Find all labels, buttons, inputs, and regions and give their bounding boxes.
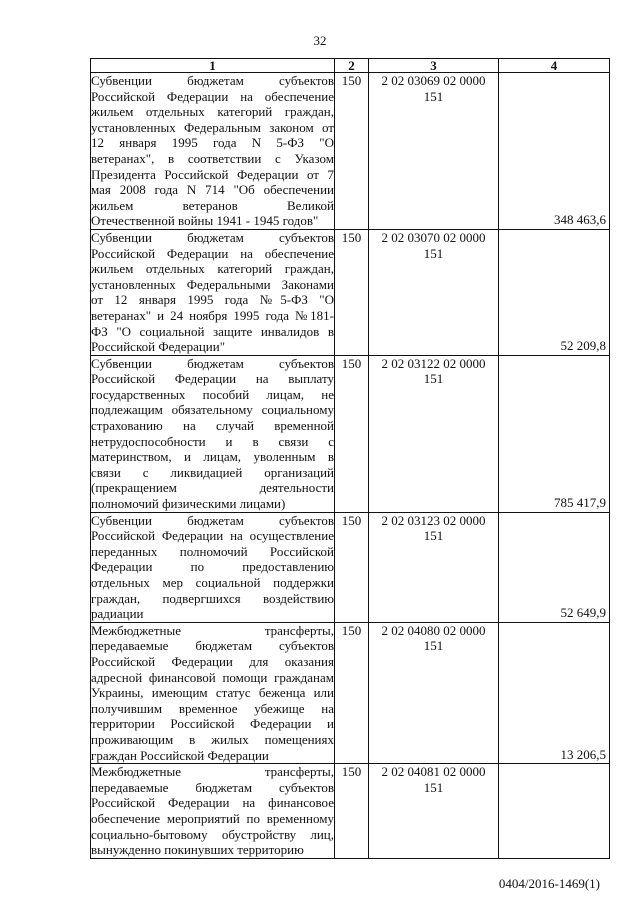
description-line: Отечественной войны 1941 - 1945 годов" — [91, 213, 319, 229]
description-line: Российской Федерации для оказания — [91, 653, 334, 669]
description-line: социально-бытовому обустройству лиц, — [91, 826, 334, 842]
description-line: мая 2008 года N 714 "Об обеспечении — [91, 182, 334, 198]
description-line: ветеранах" и 24 ноября 1995 года №181- — [91, 307, 334, 323]
description-line: Межбюджетные трансферты, — [91, 764, 334, 780]
description-line: Российской Федерации" — [91, 339, 226, 355]
description-line: Субвенции бюджетам субъектов — [91, 229, 334, 245]
row-budget-code — [369, 229, 499, 355]
description-line: передаваемые бюджетам субъектов — [91, 779, 334, 795]
amount-value: 785 417,9 — [554, 495, 606, 511]
description-line: страхованию на случай временной — [91, 418, 334, 434]
row-budget-code — [369, 73, 499, 230]
row-description — [91, 73, 335, 230]
row-amount — [499, 229, 610, 355]
description-line: полномочий физическими лицами) — [91, 496, 286, 512]
budget-code-line: 151 — [423, 88, 444, 104]
header-col-4: 4 — [499, 59, 610, 73]
document-code: 0404/2016-1469(1) — [498, 876, 600, 891]
budget-code-line: 151 — [423, 779, 444, 795]
budget-code-line: 2 02 03122 02 0000 — [381, 355, 486, 371]
row-amount — [499, 73, 610, 230]
description-line: связи с ликвидацией организаций — [91, 464, 334, 480]
description-line: ФЗ "О социальной защите инвалидов в — [91, 323, 334, 339]
description-line: государственных пособий лицам, не — [91, 386, 334, 402]
budget-code-line: 151 — [423, 528, 444, 544]
description-line: (прекращением деятельности — [91, 480, 334, 496]
description-line: территории Российской Федерации и — [91, 716, 334, 732]
row-admin-code: 150 — [335, 764, 369, 859]
description-line: Российской Федерации на осуществление — [91, 528, 334, 544]
description-line: Российской Федерации на финансовое — [91, 795, 334, 811]
description-line: Российской Федерации на выплату — [91, 371, 334, 387]
description-line: передаваемые бюджетам субъектов — [91, 638, 334, 654]
description-line: от 12 января 1995 года №5-ФЗ "О — [91, 292, 334, 308]
amount-value: 52 649,9 — [560, 605, 606, 621]
table-row — [91, 229, 610, 355]
description-line: адресной финансовой помощи гражданам — [91, 669, 334, 685]
description-line: подлежащим обязательному социальному — [91, 402, 334, 418]
description-line: Украины, имеющим статус беженца или — [91, 685, 334, 701]
amount-value: 13 206,5 — [560, 746, 606, 762]
description-line: граждан Российской Федерации — [91, 747, 269, 763]
amount-value: 348 463,6 — [554, 212, 606, 228]
description-line: вынужденно покинувших территорию — [91, 842, 304, 858]
row-budget-code — [369, 355, 499, 512]
row-amount — [499, 764, 610, 859]
row-description — [91, 355, 335, 512]
budget-code-line: 2 02 04080 02 0000 — [381, 622, 486, 638]
budget-code-line: 151 — [423, 371, 444, 387]
description-line: Российской Федерации на обеспечение — [91, 245, 334, 261]
header-row — [91, 59, 610, 73]
row-amount — [499, 512, 610, 622]
budget-table — [90, 58, 610, 859]
page-number: 32 — [313, 33, 327, 48]
description-line: 12 января 1995 года N 5-ФЗ "О — [91, 135, 334, 151]
header-col-3: 3 — [369, 59, 499, 73]
table-row — [91, 73, 610, 230]
description-line: Президента Российской Федерации от 7 — [91, 166, 334, 182]
description-line: ветеранах", в соответствии с Указом — [91, 150, 334, 166]
row-amount — [499, 622, 610, 763]
description-line: материнством, и лицам, уволенным в — [91, 449, 334, 465]
table-row — [91, 355, 610, 512]
table-row — [91, 764, 610, 859]
description-line: получившим временное убежище на — [91, 700, 334, 716]
row-description — [91, 229, 335, 355]
description-line: переданных полномочий Российской — [91, 543, 334, 559]
description-line: Субвенции бюджетам субъектов — [91, 73, 334, 88]
description-line: Федерации по предоставлению — [91, 559, 334, 575]
row-admin-code: 150 — [335, 512, 369, 622]
budget-code-line: 2 02 03070 02 0000 — [381, 229, 486, 245]
budget-code-line: 2 02 04081 02 0000 — [381, 764, 486, 780]
description-line: установленных Федеральным законом от — [91, 119, 334, 135]
row-description — [91, 512, 335, 622]
header-col-1: 1 — [91, 59, 335, 73]
row-budget-code — [369, 622, 499, 763]
description-line: обеспечение мероприятий по временному — [91, 810, 334, 826]
description-line: Российской Федерации на обеспечение — [91, 88, 334, 104]
row-amount — [499, 355, 610, 512]
header-col-2: 2 — [335, 59, 369, 73]
row-admin-code: 150 — [335, 622, 369, 763]
budget-code-line: 2 02 03123 02 0000 — [381, 512, 486, 528]
description-line: отдельных мер социальной поддержки — [91, 575, 334, 590]
budget-code-line: 151 — [423, 638, 444, 654]
row-budget-code — [369, 764, 499, 859]
description-line: радиации — [91, 606, 144, 622]
description-line: Межбюджетные трансферты, — [91, 622, 334, 638]
row-budget-code — [369, 512, 499, 622]
description-line: проживающим в жилых помещениях — [91, 731, 334, 747]
row-admin-code: 150 — [335, 355, 369, 512]
row-description — [91, 622, 335, 763]
row-description — [91, 764, 335, 859]
description-line: Субвенции бюджетам субъектов — [91, 512, 334, 528]
row-admin-code: 150 — [335, 229, 369, 355]
description-line: установленных Федеральными Законами — [91, 276, 334, 292]
budget-code-line: 151 — [423, 245, 444, 261]
description-line: жильем отдельных категорий граждан, — [91, 261, 334, 277]
table-row — [91, 512, 610, 622]
budget-code-line: 2 02 03069 02 0000 — [381, 73, 486, 88]
description-line: жильем отдельных категорий граждан, — [91, 104, 334, 120]
description-line: граждан, подвергшихся воздействию — [91, 590, 334, 606]
description-line: жильем ветеранов Великой — [91, 197, 334, 213]
description-line: нетрудоспособности и в связи с — [91, 433, 334, 449]
description-line: Субвенции бюджетам субъектов — [91, 355, 334, 371]
table-row — [91, 622, 610, 763]
amount-value: 52 209,8 — [560, 338, 606, 354]
row-admin-code: 150 — [335, 73, 369, 230]
